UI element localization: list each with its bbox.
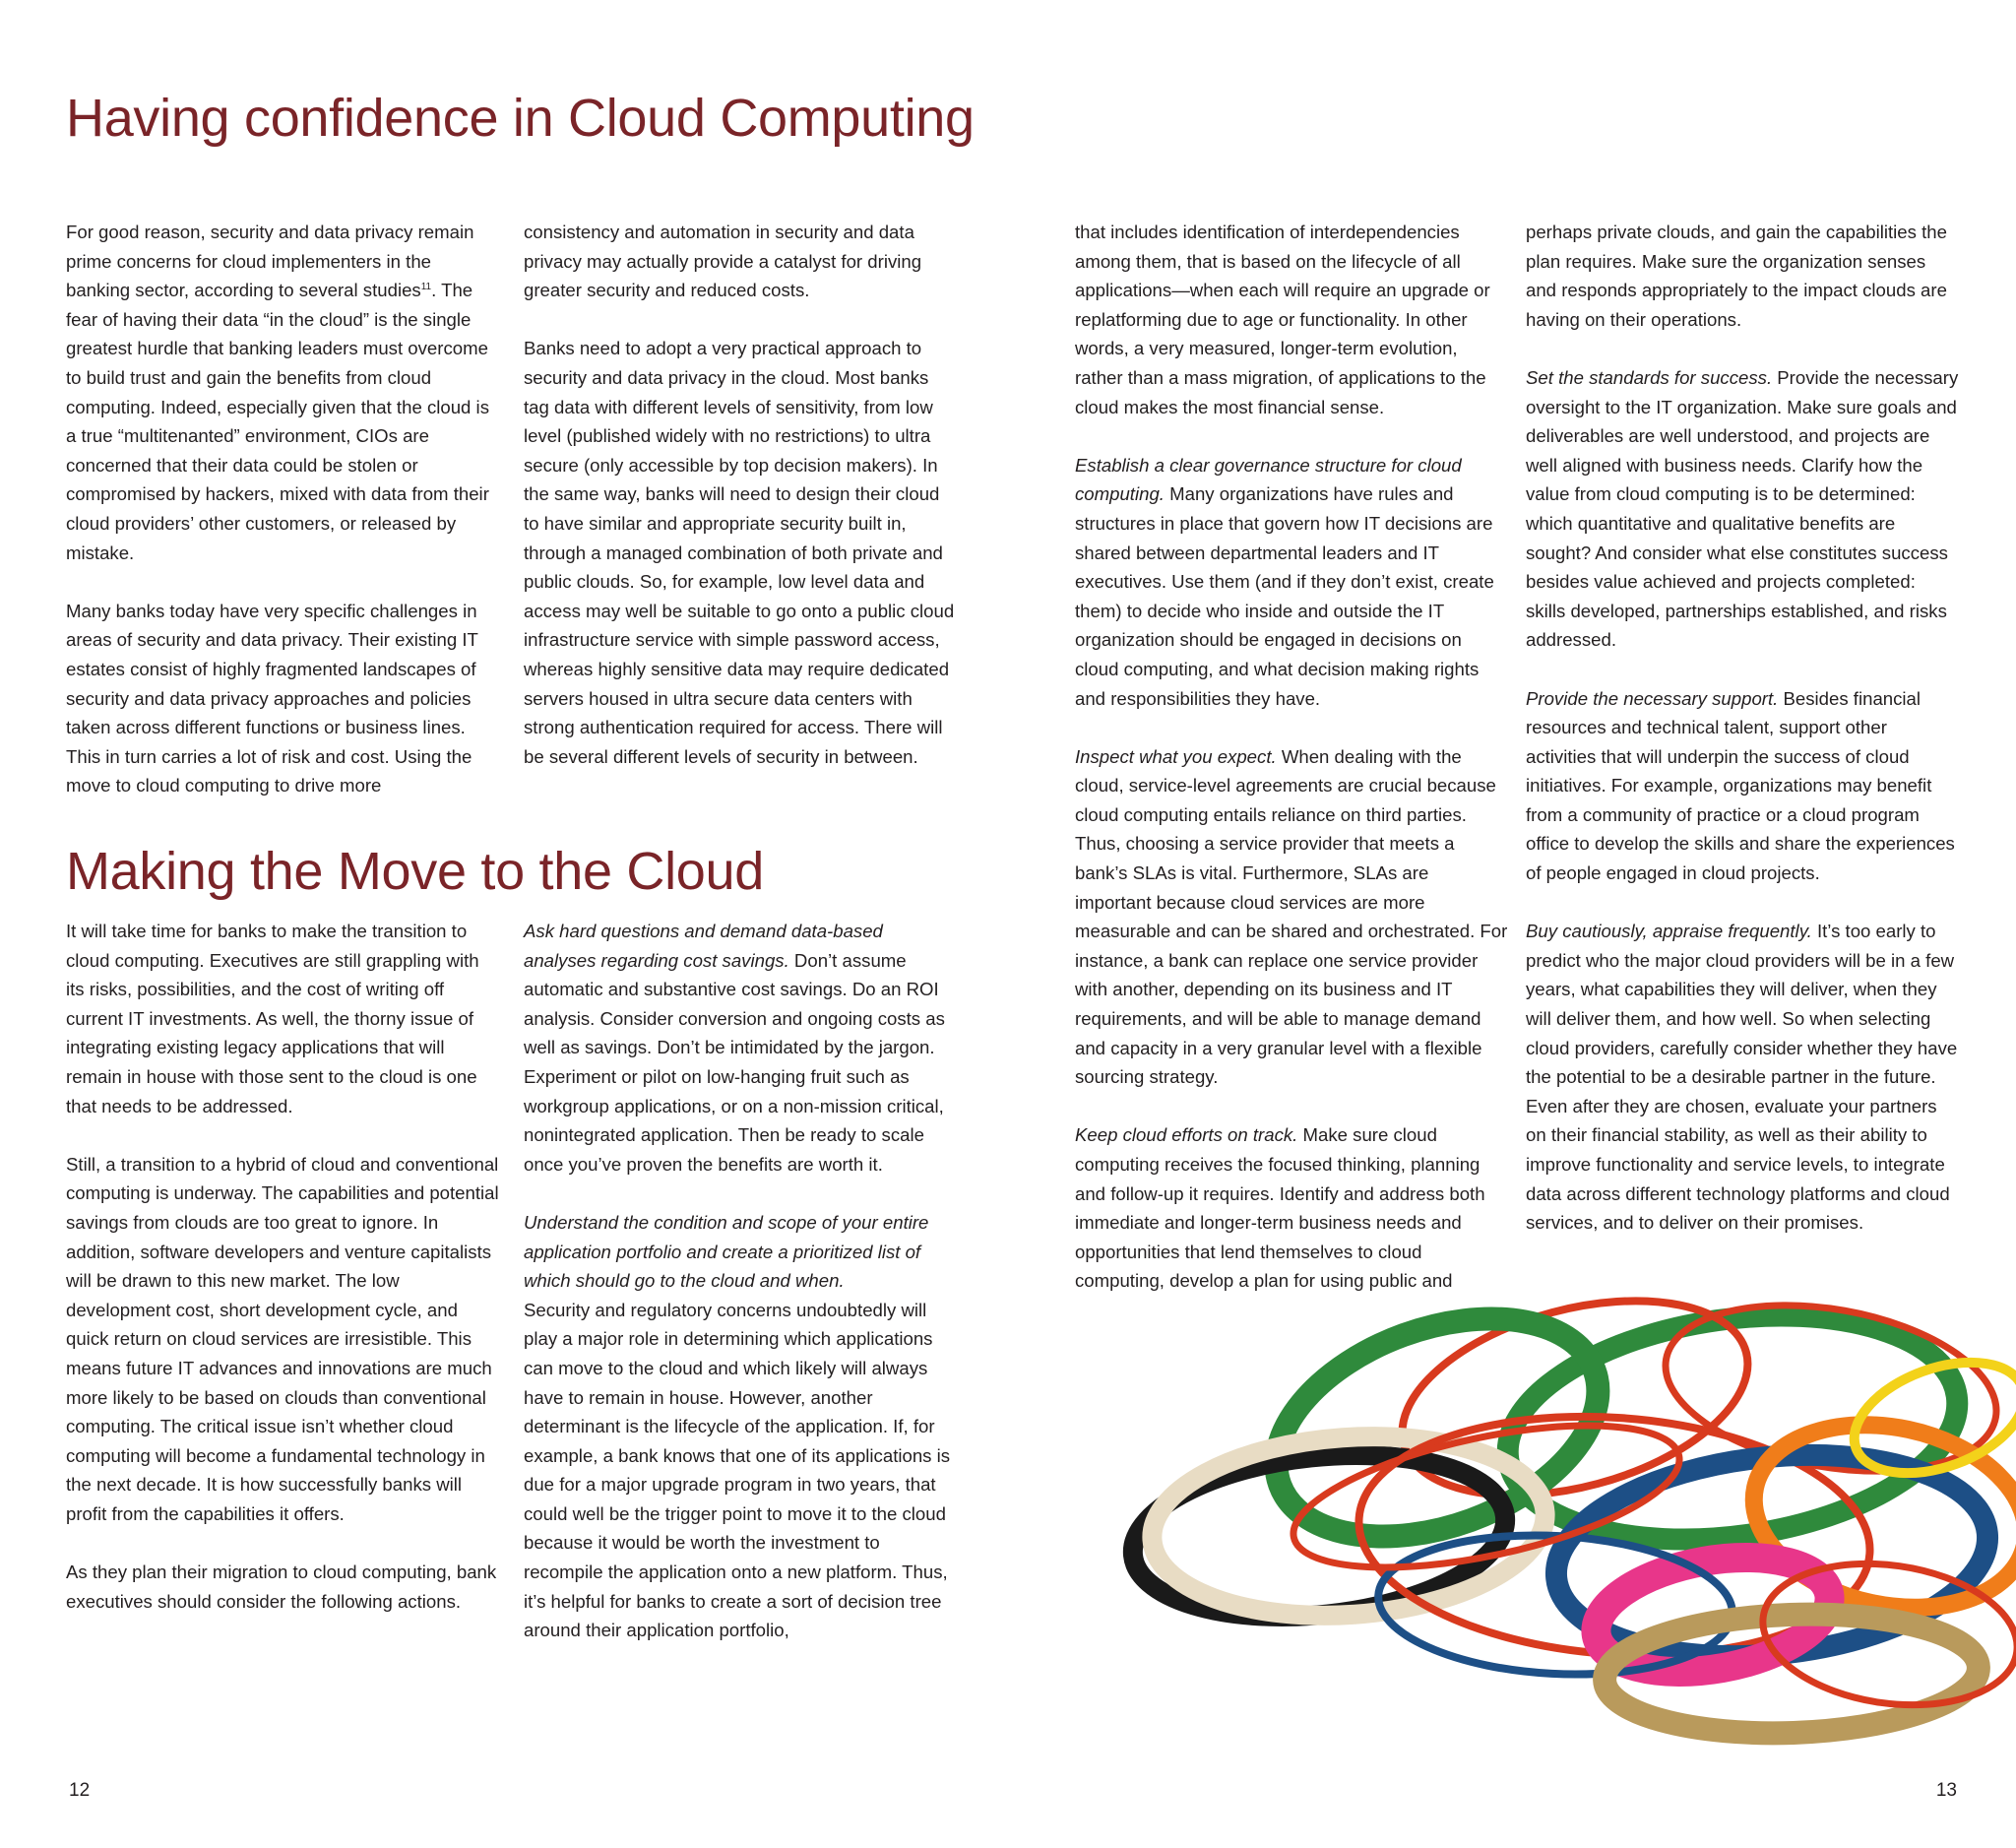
section-title-move-to-cloud: Making the Move to the Cloud — [66, 842, 764, 901]
paragraph: For good reason, security and data privacy remain prime concerns for cloud implementers in the banking sector, according to several studies$^{11}$. The fear of having their data “in the cloud” is the single greatest hurdle that banking leaders must overcome to build trust and gain the benefits from cloud computing. Indeed, especially given that the cloud is a true “multitenanted” environment, CIOs are concerned that their data could be stolen or compromised by hackers, mixed with data from their cloud providers’ other customers, or released by mistake. — [66, 222, 489, 563]
paragraph: Establish a clear governance structure for cloud computing. Many organizations have rules and structures in place that govern how IT decisions are shared between departmental leaders and IT executives. Use them (and if they don’t exist, create them) to decide who inside and outside the IT organization should be engaged in decisions on cloud computing, and what decision making rights and responsibilities they have. — [1075, 454, 1494, 709]
page-number-right: 13 — [1935, 1780, 1957, 1801]
text-column-5 — [1075, 218, 1508, 1296]
text-column-3 — [66, 917, 499, 1616]
paragraph: Buy cautiously, appraise frequently. It’s too early to predict who the major cloud providers will be in a few years, what capabilities they will deliver, when they will deliver them, and how well. So when selecting cloud providers, carefully consider whether they have the potential to be a desirable partner in the future. Even after they are chosen, evaluate your partners on their financial stability, as well as their ability to improve functionality and service levels, to integrate data across different technology platforms and cloud services, and to deliver on their promises. — [1526, 921, 1958, 1234]
lead-in: Establish a clear governance structure for cloud computing. — [1075, 454, 1462, 505]
text-column-4 — [524, 917, 957, 1645]
section-title-confidence: Having confidence in Cloud Computing — [66, 89, 975, 148]
lead-in: Provide the necessary support. — [1526, 687, 1779, 709]
paragraph: Banks need to adopt a very practical approach to security and data privacy in the cloud. Most banks tag data with different levels of sensitivity, from low level (published widely with no restrictions) to ultra secure (only accessible by top decision makers). In the same way, banks will need to design their cloud to have similar and appropriate security built in, through a managed combination of both private and public clouds. So, for example, low level data and access may well be suitable to go onto a public cloud infrastructure service with simple password access, whereas highly sensitive data may require dedicated servers housed in ultra secure data centers with strong authentication required for access. There will be several different levels of security in between. — [524, 338, 955, 767]
rubber-bands-photo — [1024, 1280, 2016, 1752]
text-column-6 — [1526, 218, 1959, 1238]
text-column-1 — [66, 218, 499, 800]
lead-in: Inspect what you expect. — [1075, 745, 1277, 767]
text-column-2 — [524, 218, 957, 771]
paragraph: Understand the condition and scope of your entire application portfolio and create a prioritized list of which should go to the cloud and when. Security and regulatory concerns undoubtedly will play a major role in determining which applications can move to the cloud and which likely will always have to remain in house. However, another determinant is the lifecycle of the application. If, for example, a bank knows that one of its applications is due for a major upgrade program in two years, that could well be the trigger point to move it to the cloud because it would be worth the investment to recompile the application onto a new platform. Thus, it’s helpful for banks to create a sort of decision tree around their application portfolio, — [524, 1211, 951, 1641]
lead-in: Buy cautiously, appraise frequently. — [1526, 921, 1812, 942]
paragraph: It will take time for banks to make the transition to cloud computing. Executives are still grappling with its risks, possibilities, and the cost of writing off current IT investments. As well, the thorny issue of integrating existing legacy applications that will remain in house with those sent to the cloud is one that needs to be addressed. — [66, 921, 479, 1116]
paragraph: that includes identification of interdependencies among them, that is based on the lifecycle of all applications—when each will require an upgrade or replatforming due to age or functionality. In other words, a very measured, longer-term evolution, rather than a mass migration, of applications to the cloud makes the most financial sense. — [1075, 222, 1490, 417]
paragraph: Keep cloud efforts on track. Make sure cloud computing receives the focused thinking, planning and follow-up it requires. Identify and address both immediate and longer-term business needs and opportunities that lend themselves to cloud computing, develop a plan for using public and — [1075, 1124, 1485, 1292]
paragraph: Many banks today have very specific challenges in areas of security and data privacy. Their existing IT estates consist of highly fragmented landscapes of security and data privacy approaches and policies taken across different functions or business lines. This in turn carries a lot of risk and cost. Using the move to cloud computing to drive more — [66, 600, 478, 797]
lead-in: Ask hard questions and demand data-based analyses regarding cost savings. — [524, 921, 883, 971]
paragraph: perhaps private clouds, and gain the capabilities the plan requires. Make sure the organization senses and responds appropriately to the impact clouds are having on their operations. — [1526, 222, 1947, 330]
footnote-ref: 11 — [420, 282, 432, 293]
paragraph: Still, a transition to a hybrid of cloud and conventional computing is underway. The capabilities and potential savings from clouds are too great to ignore. In addition, software developers and venture capitalists will be drawn to this new market. The low development cost, short development cycle, and quick return on cloud services are irresistible. This means future IT advances and innovations are much more likely to be based on clouds than conventional computing. The critical issue isn’t whether cloud computing will become a fundamental technology in the next decade. It is how successfully banks will profit from the capabilities it offers. — [66, 1153, 499, 1524]
lead-in: Understand the condition and scope of your entire application portfolio and create a prioritized list of which should go to the cloud and when. — [524, 1211, 929, 1292]
lead-in: Set the standards for success. — [1526, 366, 1773, 388]
page-number-left: 12 — [69, 1780, 91, 1801]
paragraph: Set the standards for success. Provide the necessary oversight to the IT organization. Make sure goals and deliverables are well understood, and projects are well aligned with business needs. Clarify how the value from cloud computing is to be determined: which quantitative and qualitative benefits are sought? And consider what else constitutes success besides value achieved and projects completed: skills developed, partnerships established, and risks addressed. — [1526, 366, 1959, 651]
lead-in: Keep cloud efforts on track. — [1075, 1124, 1298, 1146]
paragraph: Provide the necessary support. Besides financial resources and technical talent, support other activities that will underpin the success of cloud initiatives. For example, organizations may benefit from a community of practice or a cloud program office to develop the skills and share the experiences of people engaged in cloud projects. — [1526, 687, 1955, 884]
paragraph: Inspect what you expect. When dealing with the cloud, service-level agreements are crucial because cloud computing entails reliance on third parties. Thus, choosing a service provider that meets a bank’s SLAs is vital. Furthermore, SLAs are important because cloud services are more measurable and can be shared and orchestrated. For instance, a bank can replace one service provider with another, depending on its business and IT requirements, and will be able to manage demand and capacity in a very granular level with a flexible sourcing strategy. — [1075, 745, 1508, 1088]
paragraph: As they plan their migration to cloud computing, bank executives should consider the following actions. — [66, 1561, 497, 1612]
paragraph: Ask hard questions and demand data-based analyses regarding cost savings. Don’t assume automatic and substantive cost savings. Do an ROI analysis. Consider conversion and ongoing costs as well as savings. Don’t be intimidated by the jargon. Experiment or pilot on low-hanging fruit such as workgroup applications, or on a non-mission critical, nonintegrated application. Then be ready to scale once you’ve proven the benefits are worth it. — [524, 921, 945, 1175]
paragraph: consistency and automation in security and data privacy may actually provide a catalyst for driving greater security and reduced costs. — [524, 222, 922, 301]
